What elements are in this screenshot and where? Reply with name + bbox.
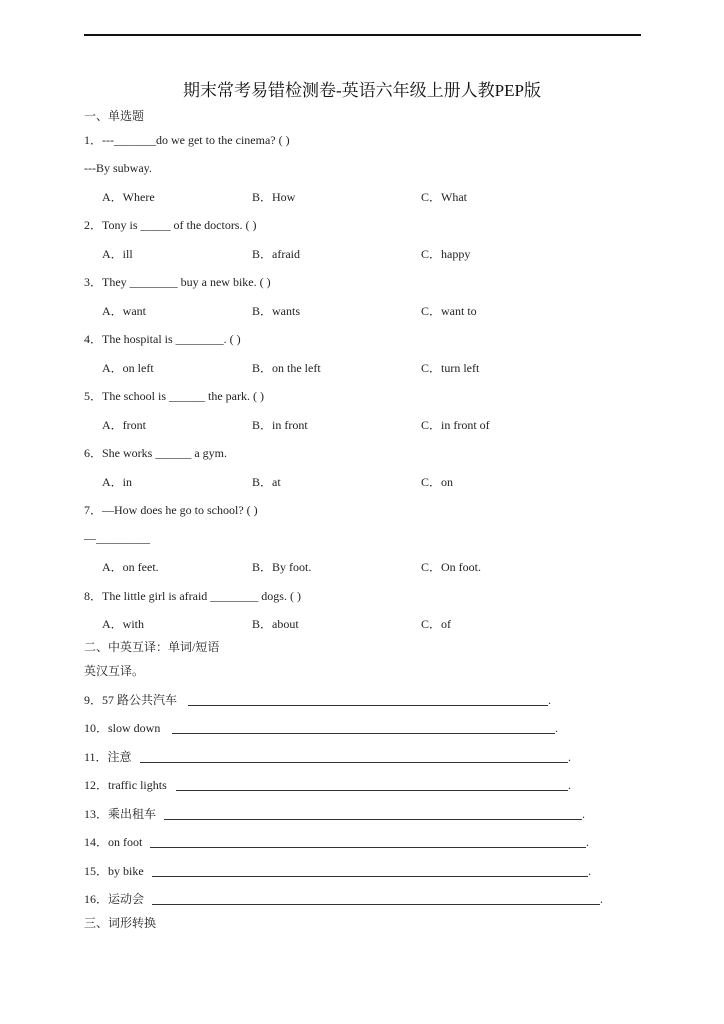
question-1-answer: ---By subway. [84,161,152,175]
end-period-15: . [588,864,591,878]
answer-line-16[interactable] [152,904,600,905]
section-1-heading: 一、单选题 [84,109,145,123]
question-2-option-b: B．afraid [252,247,300,261]
question-7-answer-blank: —_________ [84,531,150,545]
question-3-stem: 3．They ________ buy a new bike. ( ) [84,275,271,289]
answer-line-11[interactable] [140,762,568,763]
question-2-stem: 2．Tony is _____ of the doctors. ( ) [84,218,257,232]
end-period-12: . [568,778,571,792]
question-1-stem: 1．---_______do we get to the cinema? ( ) [84,133,290,147]
end-period-11: . [568,750,571,764]
question-4-option-a: A．on left [102,361,154,375]
translation-item-9: 9．57 路公共汽车 [84,693,178,707]
question-1-option-c: C．What [421,190,467,204]
question-7-option-c: C．On foot. [421,560,482,574]
question-1-option-a: A．Where [102,190,155,204]
question-4-option-c: C．turn left [421,361,480,375]
question-2-option-c: C．happy [421,247,471,261]
end-period-10: . [555,721,558,735]
question-5-option-b: B．in front [252,418,308,432]
translation-item-10: 10．slow down [84,721,161,735]
question-7-stem: 7．—How does he go to school? ( ) [84,503,258,517]
header-rule [84,34,641,36]
question-6-stem: 6．She works ______ a gym. [84,446,227,460]
answer-line-13[interactable] [164,819,582,820]
end-period-13: . [582,807,585,821]
question-3-option-a: A．want [102,304,146,318]
section-2-heading: 二、中英互译：单词/短语 [84,640,220,654]
question-4-option-b: B．on the left [252,361,321,375]
question-8-option-c: C．of [421,617,452,631]
answer-line-14[interactable] [150,847,586,848]
question-6-option-a: A．in [102,475,133,489]
question-6-option-b: B．at [252,475,281,489]
translation-item-12: 12．traffic lights [84,778,167,792]
question-7-option-b: B．By foot. [252,560,312,574]
question-2-option-a: A．ill [102,247,133,261]
answer-line-15[interactable] [152,876,588,877]
section-3-heading: 三、词形转换 [84,916,157,930]
translation-item-15: 15．by bike [84,864,144,878]
question-8-option-a: A．with [102,617,145,631]
section-2-instruction: 英汉互译。 [84,664,145,678]
translation-item-14: 14．on foot [84,835,143,849]
answer-line-10[interactable] [172,733,555,734]
question-6-option-c: C．on [421,475,454,489]
question-5-stem: 5．The school is ______ the park. ( ) [84,389,264,403]
question-5-option-c: C．in front of [421,418,490,432]
question-7-option-a: A．on feet. [102,560,159,574]
end-period-16: . [600,892,603,906]
page-title: 期末常考易错检测卷-英语六年级上册人教PEP版 [183,81,541,100]
question-4-stem: 4．The hospital is ________. ( ) [84,332,241,346]
question-8-option-b: B．about [252,617,299,631]
translation-item-13: 13．乘出租车 [84,807,157,821]
question-8-stem: 8．The little girl is afraid ________ dogs. ( ) [84,589,301,603]
answer-line-12[interactable] [176,790,568,791]
end-period-9: . [548,693,551,707]
end-period-14: . [586,835,589,849]
question-1-option-b: B．How [252,190,296,204]
answer-line-9[interactable] [188,705,548,706]
question-3-option-b: B．wants [252,304,301,318]
question-3-option-c: C．want to [421,304,477,318]
question-5-option-a: A．front [102,418,146,432]
translation-item-11: 11．注意 [84,750,132,764]
translation-item-16: 16．运动会 [84,892,145,906]
